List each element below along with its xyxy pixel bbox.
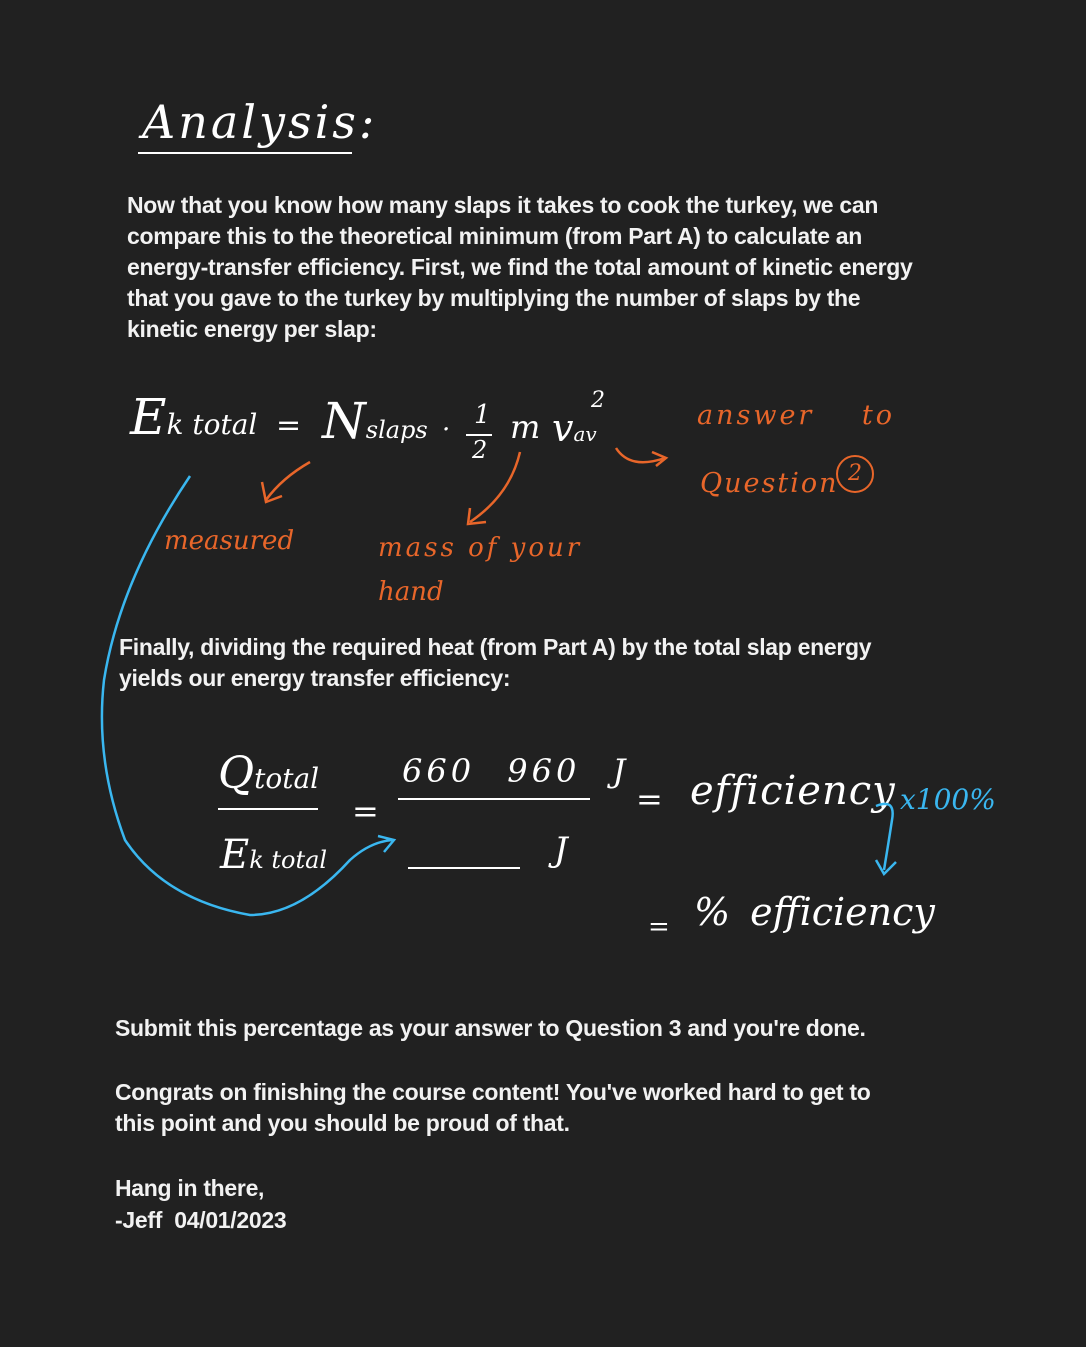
q-sub: total xyxy=(254,762,320,795)
middle-paragraph: Finally, dividing the required heat (from Part A) by the total slap energy yields our energy transfer efficiency: xyxy=(119,634,872,691)
blue-curve-arrowhead xyxy=(378,836,394,852)
ek-main: E xyxy=(130,388,167,446)
equation2-equals-1: = xyxy=(352,792,379,830)
velocity-squared: 2 xyxy=(591,388,605,413)
half-denominator: 2 xyxy=(472,436,488,464)
answer-to-label: answer to xyxy=(697,400,896,431)
page-title: Analysis: xyxy=(142,95,378,149)
times-100-arrow xyxy=(876,804,893,870)
mass-symbol: m xyxy=(510,408,541,446)
numerator-value: 660 960 J xyxy=(402,752,630,790)
times-100-label: x100% xyxy=(900,783,996,816)
submit-paragraph: Submit this percentage as your answer to Question 3 and you're done. xyxy=(115,1015,866,1041)
v-main: v xyxy=(552,406,574,450)
mass-of-hand-label-1: mass of your xyxy=(378,533,583,563)
ek2-main: E xyxy=(220,832,250,878)
n-sub: slaps xyxy=(365,416,428,444)
percent-efficiency-label: % efficiency xyxy=(694,890,935,934)
signoff-line-2: -Jeff 04/01/2023 xyxy=(115,1207,287,1233)
congrats-paragraph: Congrats on finishing the course content! You've worked hard to get to this point and you should be proud of that. xyxy=(115,1079,871,1136)
signoff-line-1: Hang in there, xyxy=(115,1175,265,1201)
equation1-equals: = xyxy=(276,408,302,443)
ek2-sub: k total xyxy=(249,846,328,874)
mass-of-hand-label-2: hand xyxy=(378,577,444,607)
equation2-equals-2: = xyxy=(636,780,663,818)
question-label: Question xyxy=(700,468,839,499)
measured-arrow xyxy=(266,462,310,500)
ek-sub: k total xyxy=(166,408,258,441)
intro-paragraph: Now that you know how many slaps it takes to cook the turkey, we can compare this to the theoretical minimum (from Part A) to calculate an energy-transfer efficiency. First, we find the total amount of kinetic energy that you gave to the turkey by multiplying the number of slaps by the kinetic energy per slap: xyxy=(127,192,913,342)
blue-curve-arrow xyxy=(102,476,392,915)
efficiency-label: efficiency xyxy=(690,768,896,814)
v-sub: av xyxy=(573,422,597,446)
measured-label: measured xyxy=(164,526,295,556)
q-main: Q xyxy=(218,748,255,799)
n-main: N xyxy=(322,392,366,450)
denominator-unit: J xyxy=(554,830,568,870)
question-number-circle: 2 xyxy=(836,455,874,493)
multiply-dot: · xyxy=(442,415,451,445)
mass-arrow xyxy=(470,452,520,522)
half-numerator: 1 xyxy=(474,400,491,430)
equation2-equals-3: = xyxy=(648,912,670,942)
